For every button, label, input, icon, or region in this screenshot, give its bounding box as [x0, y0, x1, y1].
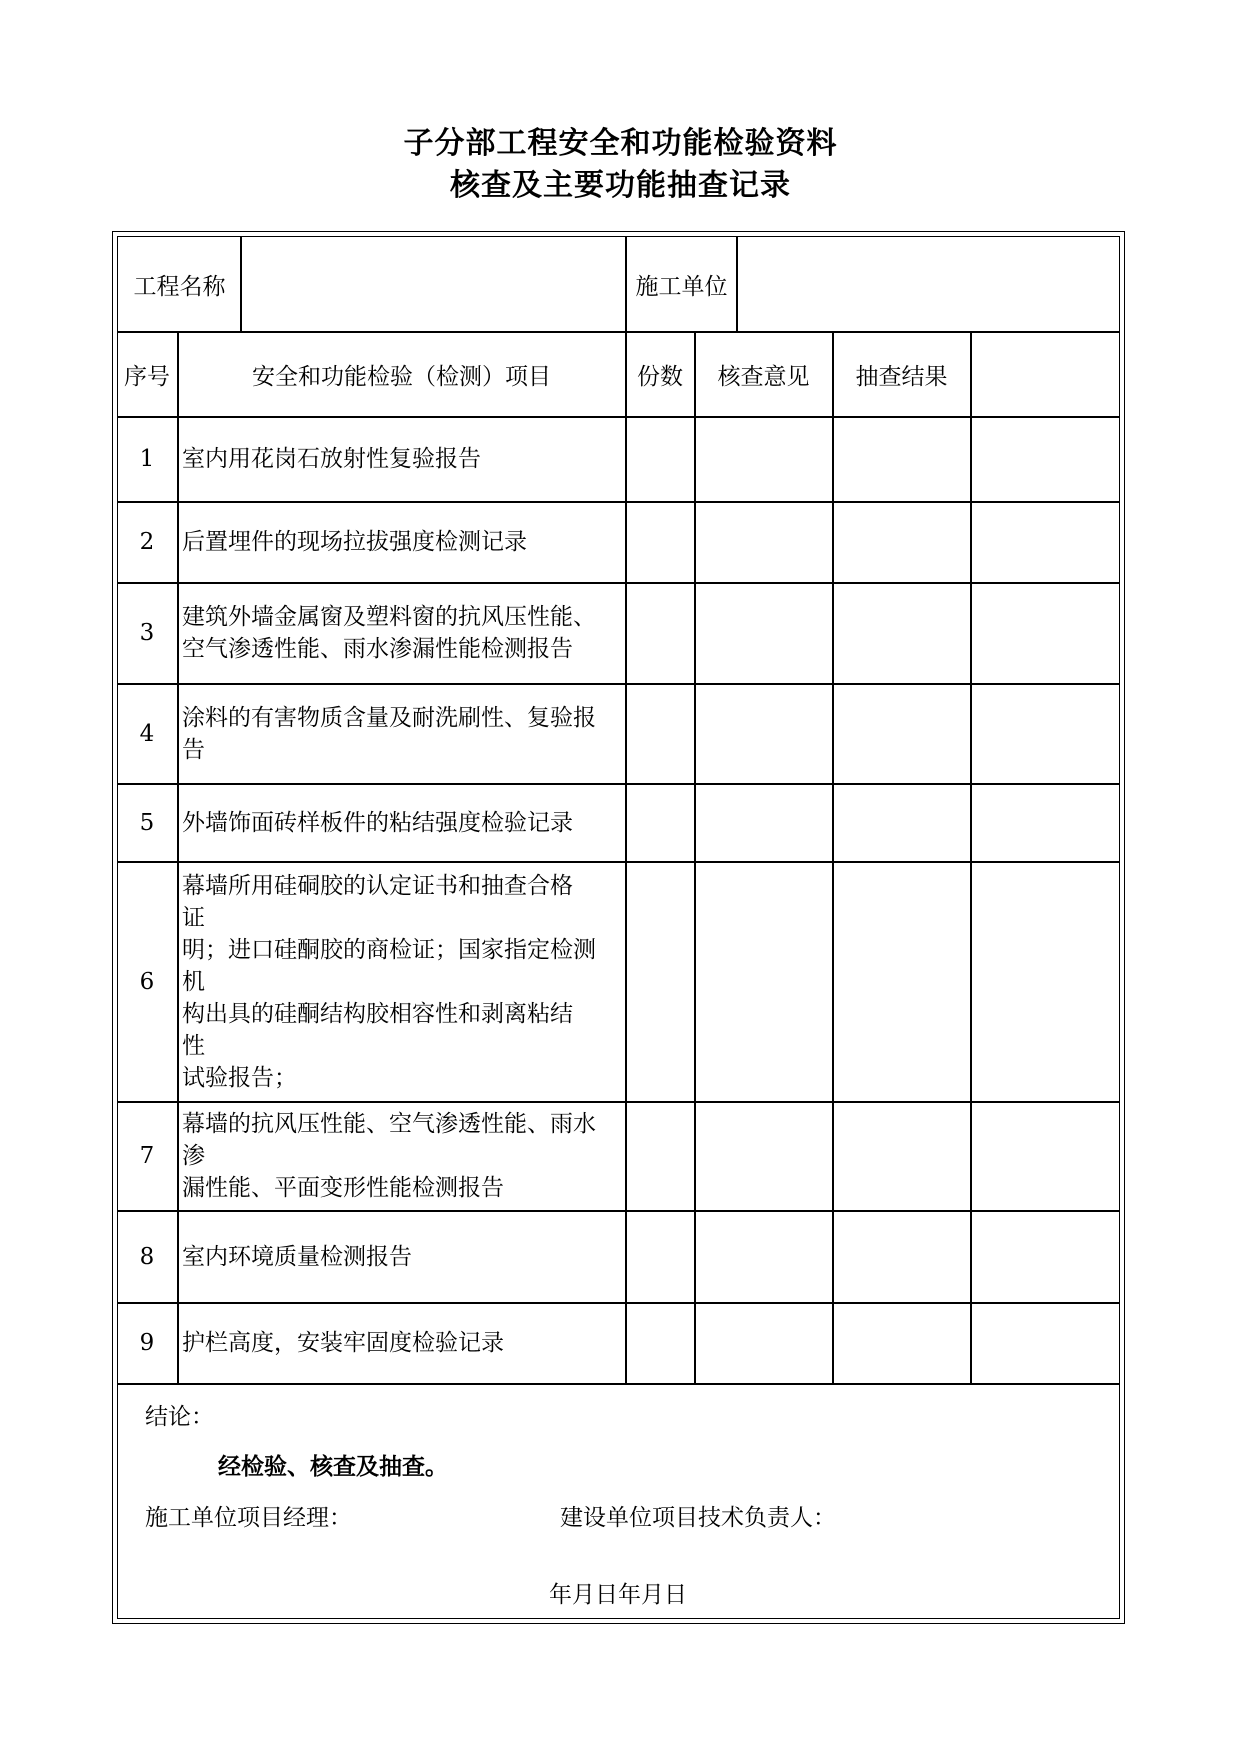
- column-header-extra: [971, 332, 1119, 416]
- column-header-seq: 序号: [124, 363, 170, 390]
- row-number: 5: [139, 809, 155, 836]
- page-title-line-1: 子分部工程安全和功能检验资料: [403, 126, 838, 161]
- row-item-line: 证: [182, 904, 205, 931]
- row-item-line: 室内环境质量检测报告: [182, 1243, 412, 1270]
- col-divider: [177, 331, 179, 1383]
- row-number: 2: [139, 529, 155, 555]
- row-item-text: [182, 417, 622, 501]
- row-item-line: 护栏高度，安装牢固度检验记录: [182, 1330, 504, 1356]
- col-divider: [625, 331, 627, 1383]
- row-item-line: 告: [182, 736, 205, 763]
- conclusion-label: 结论：: [145, 1404, 214, 1430]
- row-item-line: 性: [182, 1032, 205, 1059]
- column-header-review-opinion: 核查意见: [717, 363, 810, 390]
- row-item-line: 幕墙所用硅硐胶的认定证书和抽查合格: [182, 872, 573, 899]
- row-item-line: 建筑外墙金属窗及塑料窗的抗风压性能、: [182, 604, 596, 630]
- project-name-label: 工程名称: [133, 274, 226, 300]
- row-number: 4: [139, 720, 155, 747]
- col-divider: [970, 331, 972, 1383]
- column-header-item: 安全和功能检验（检测）项目: [252, 363, 551, 390]
- contractor-label: 施工单位: [635, 274, 728, 300]
- row-number: 9: [139, 1330, 155, 1356]
- col-divider: [736, 236, 738, 331]
- date-line: 年月日年月日: [549, 1582, 687, 1608]
- row-item-line: 明；进口硅酮胶的商检证；国家指定检测: [182, 936, 596, 963]
- project-name-value: [248, 238, 618, 331]
- row-item-line: 室内用花岗石放射性复验报告: [182, 446, 481, 472]
- col-divider: [240, 236, 242, 331]
- row-item-line: 构出具的硅酮结构胶相容性和剥离粘结: [182, 1000, 573, 1027]
- row-item-text: [182, 862, 622, 1101]
- page-title-line-2: 核查及主要功能抽查记录: [450, 168, 791, 203]
- row-item-text: [182, 1211, 622, 1302]
- owner-tech-lead-label: 建设单位项目技术负责人：: [560, 1505, 836, 1531]
- row-item-text: [182, 583, 622, 683]
- row-item-line: 外墙饰面砖样板件的粘结强度检验记录: [182, 809, 573, 836]
- row-item-text: [182, 502, 622, 582]
- row-number: 7: [139, 1143, 155, 1169]
- row-number: 6: [139, 968, 155, 995]
- row-item-text: [182, 684, 622, 783]
- row-item-line: 幕墙的抗风压性能、空气渗透性能、雨水: [182, 1111, 596, 1137]
- row-item-text: [182, 1102, 622, 1210]
- col-divider: [694, 331, 696, 1383]
- row-item-line: 涂料的有害物质含量及耐洗刷性、复验报: [182, 704, 596, 731]
- row-item-line: 机: [182, 968, 205, 995]
- row-item-line: 空气渗透性能、雨水渗漏性能检测报告: [182, 636, 573, 662]
- row-item-text: [182, 784, 622, 861]
- column-header-copies: 份数: [637, 363, 683, 390]
- row-divider: [117, 1383, 1120, 1385]
- row-item-line: 后置埋件的现场拉拔强度检测记录: [182, 529, 527, 555]
- row-item-line: 试验报告；: [182, 1064, 297, 1091]
- row-item-text: [182, 1303, 622, 1383]
- conclusion-statement: 经检验、核查及抽查。: [218, 1454, 448, 1480]
- contractor-value: [744, 238, 1114, 331]
- row-number: 8: [139, 1243, 155, 1270]
- row-item-line: 漏性能、平面变形性能检测报告: [182, 1175, 504, 1201]
- contractor-pm-label: 施工单位项目经理：: [145, 1505, 352, 1531]
- col-divider: [832, 331, 834, 1383]
- row-item-line: 渗: [182, 1143, 205, 1169]
- column-header-spot-check-result: 抽查结果: [855, 363, 948, 390]
- row-number: 3: [139, 620, 155, 646]
- row-number: 1: [139, 446, 155, 472]
